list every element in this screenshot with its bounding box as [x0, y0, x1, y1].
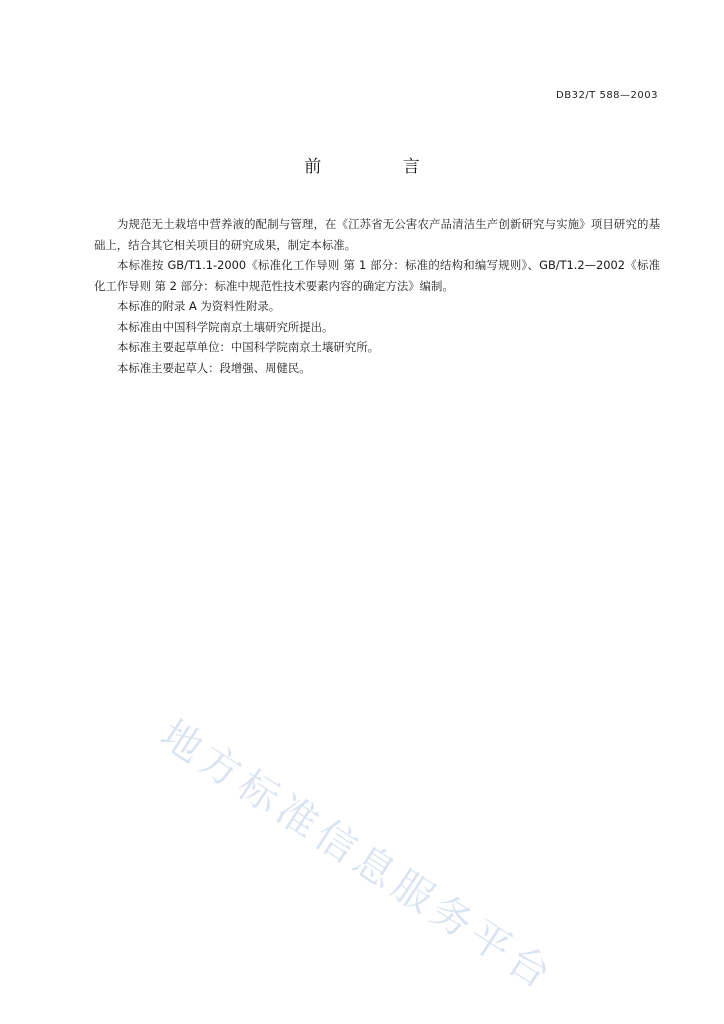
page-title: 前 言: [304, 157, 458, 177]
document-code: DB32/T 588—2003: [556, 90, 658, 101]
foreword-body: [94, 214, 660, 378]
paragraph-proposer: 本标准由中国科学院南京土壤研究所提出。: [117, 319, 334, 334]
paragraph-purpose: 为规范无土栽培中营养液的配制与管理，在《江苏省无公害农产品清洁生产创新研究与实施》项目研究的基础上，结合其它相关项目的研究成果，制定本标准。: [94, 217, 660, 252]
paragraph-drafting-rules: 本标准按 GB/T1.1-2000《标准化工作导则 第 1 部分：标准的结构和编写规则》、GB/T1.2—2002《标准化工作导则 第 2 部分：标准中规范性技术要素内容的确定方法》编制。: [94, 258, 660, 293]
paragraph-drafting-unit: 本标准主要起草单位：中国科学院南京土壤研究所。: [117, 340, 379, 354]
paragraph-appendix: 本标准的附录 A 为资料性附录。: [117, 299, 281, 313]
paragraph-drafters: 本标准主要起草人：段增强、周健民。: [117, 360, 311, 375]
watermark-text: 地方标准信息服务平台: [152, 711, 563, 1001]
